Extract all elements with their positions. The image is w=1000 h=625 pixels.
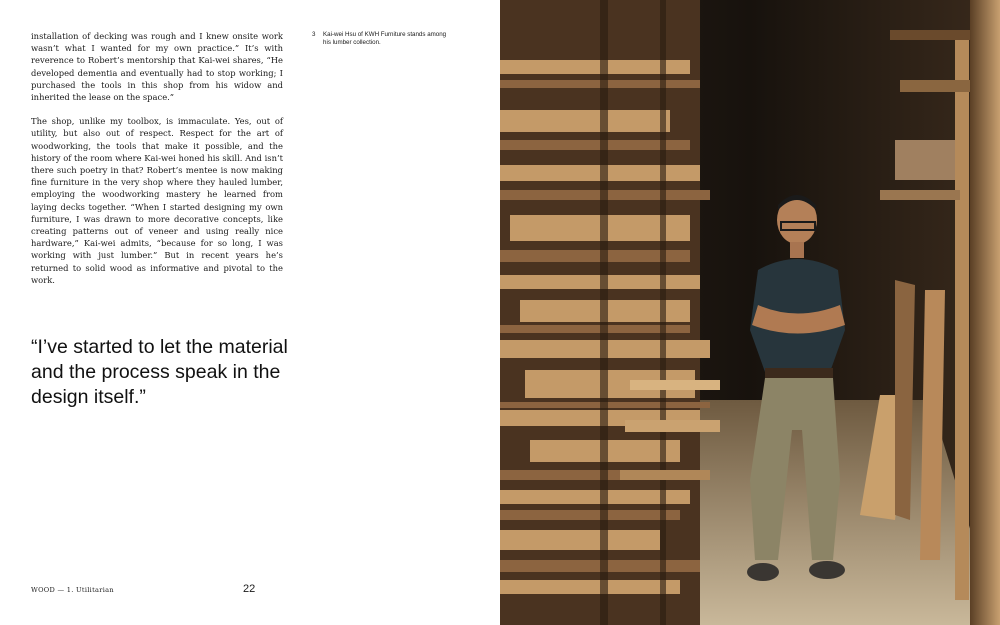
caption-text: Kai-wei Hsu of KWH Furniture stands among his lumber collection.	[323, 31, 447, 47]
page-number: 22	[243, 583, 256, 595]
body-paragraph: The shop, unlike my toolbox, is immaculate. Yes, out of utility, but also out of respect. Respect for the art of woodworking, the tools that make it possible, and the history of the room where Kai-wei honed his skill. And isn’t there such poetry in that? Robert’s mentee is now making fine furniture in the very shop where they hauled lumber, employing the woodworking mastery he learned from laying decks together. “When I started designing my own furniture, I was drawn to more decorative concepts, like creating patterns out of veneer and using really nice hardware,” Kai-wei admits, “because for so long, I was working with just lumber.” But in recent years he’s returned to solid wood as informative and pivotal to the work.	[31, 116, 283, 285]
pull-quote: “I’ve started to let the material and the process speak in the design itself.”	[31, 336, 288, 408]
footer-section-label: WOOD — 1. Utilitarian	[31, 586, 114, 594]
photo-woodworker-lumber	[500, 0, 1000, 625]
body-text-column	[31, 30, 283, 298]
body-paragraph: installation of decking was rough and I knew onsite work wasn’t what I wanted for my own practice.” It’s with reverence to Robert’s mentorship that Kai-wei shares, “He developed dementia and eventually had to stop working; I purchased the tools in this shop from his widow and inherited the lease on the space.”	[31, 31, 283, 103]
caption-number: 3	[312, 31, 316, 38]
